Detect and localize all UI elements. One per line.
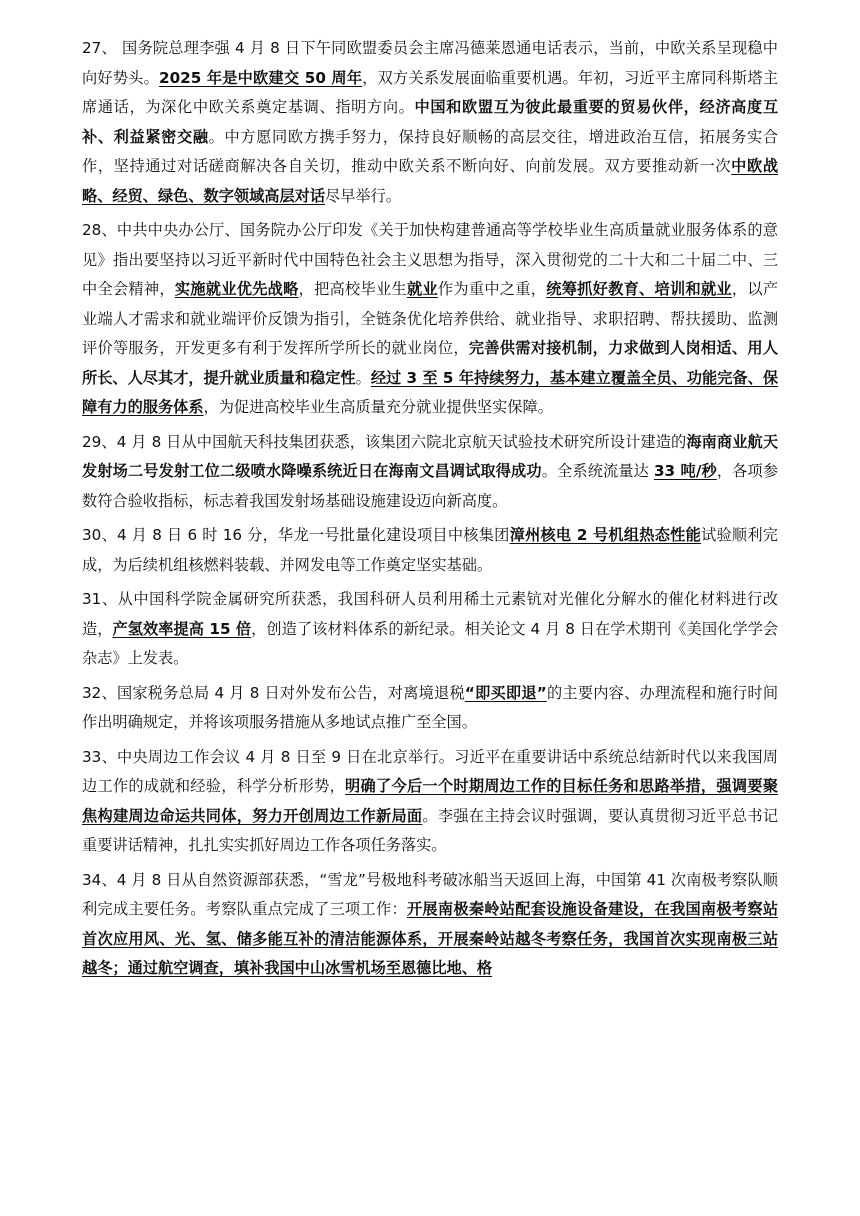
emphasized-text: “即买即退” <box>464 683 547 702</box>
emphasized-text: 中欧战略、经贸、绿色、数字领域高层对话 <box>82 157 779 205</box>
emphasized-text: 漳州核电 2 号机组热态性能 <box>509 526 702 544</box>
body-text: 31、从中国科学院金属研究所获悉，我国科研人员利用稀土元素钪对光催化分解水的催化材料进行改造， <box>82 590 778 638</box>
emphasized-text: 中国和欧盟互为彼此最重要的贸易伙伴，经济高度互补、利益紧密交融 <box>82 98 779 146</box>
emphasized-text: 海南商业航天发射场二号发射工位二级喷水降噪系统近日在海南文昌调试取得成功 <box>82 432 779 480</box>
body-text: 尽早举行。 <box>325 186 401 205</box>
news-item-paragraph <box>82 585 778 674</box>
body-text: 32、国家税务总局 4 月 8 日对外发布公告，对离境退税 <box>82 683 465 702</box>
body-text: 。 <box>355 368 371 387</box>
body-text: 30、4 月 8 日 6 时 16 分，华龙一号批量化建设项目中核集团 <box>82 526 510 544</box>
body-text: 。全系统流量达 <box>541 462 654 480</box>
news-item-paragraph <box>82 521 778 580</box>
body-text: ，双方关系发展面临重要机遇。年初，习近平主席同科斯塔主席通话，为深化中欧关系奠定基调、指明方向。 <box>82 68 779 116</box>
news-item-paragraph <box>82 743 778 861</box>
body-text: ，把高校毕业生 <box>298 280 407 298</box>
emphasized-text: 开展南极秦岭站配套设施设备建设，在我国南极考察站首次应用风、光、氢、储多能互补的清洁能源体系，开展秦岭站越冬考察任务，我国首次实现南极三站越冬；通过航空调查，填补我国中山冰雪机场至恩德比地、格 <box>82 900 779 977</box>
body-text: ，各项参数符合验收指标，标志着我国发射场基础设施建设迈向新高度。 <box>82 462 779 510</box>
emphasized-text: 实施就业优先战略 <box>174 280 299 298</box>
body-text: 34、4 月 8 日从自然资源部获悉，“雪龙”号极地科考破冰船当天返回上海，中国第 41 次南极考察队顺利完成主要任务。考察队重点完成了三项工作： <box>82 870 778 918</box>
body-text: 27、 国务院总理李强 4 月 8 日下午同欧盟委员会主席冯德莱恩通电话表示，当前，中欧关系呈现稳中向好势头。 <box>82 39 778 87</box>
body-text: 33、中央周边工作会议 4 月 8 日至 9 日在北京举行。习近平在重要讲话中系统总结新时代以来我国周边工作的成就和经验，科学分析形势， <box>82 747 778 795</box>
emphasized-text: 产氢效率提高 15 倍 <box>112 619 252 638</box>
body-text: ，创造了该材料体系的新纪录。相关论文 4 月 8 日在学术期刊《美国化学学会杂志》上发表。 <box>82 619 779 667</box>
emphasized-text: 33 吨/秒 <box>653 462 717 480</box>
body-text: ，为促进高校毕业生高质量充分就业提供坚实保障。 <box>203 398 553 416</box>
body-text: 。李强在主持会议时强调，要认真贯彻习近平总书记重要讲话精神，扎扎实实抓好周边工作各项任务落实。 <box>82 806 779 854</box>
body-text: 29、4 月 8 日从中国航天科技集团获悉，该集团六院北京航天试验技术研究所设计建造的 <box>82 432 687 451</box>
news-item-paragraph <box>82 216 778 423</box>
body-text: 28、中共中央办公厅、国务院办公厅印发《关于加快构建普通高等学校毕业生高质量就业服务体系的意见》指出要坚持以习近平新时代中国特色社会主义思想为指导，深入贯彻党的二十大和二十届二中、三中全会精神， <box>82 221 778 298</box>
news-item-paragraph <box>82 34 778 211</box>
news-item-paragraph <box>82 866 778 984</box>
body-text: 试验顺利完成，为后续机组核燃料装载、并网发电等工作奠定坚实基础。 <box>82 526 778 574</box>
emphasized-text: 2025 年是中欧建交 50 周年 <box>159 68 363 87</box>
emphasized-text: 明确了今后一个时期周边工作的目标任务和思路举措，强调要聚焦构建周边命运共同体，努力开创周边工作新局面 <box>82 777 779 825</box>
news-item-paragraph <box>82 428 778 517</box>
emphasized-text: 就业 <box>406 280 438 298</box>
news-item-paragraph <box>82 679 778 738</box>
emphasized-text: 统筹抓好教育、培训和就业 <box>546 280 732 298</box>
body-text: 。中方愿同欧方携手努力，保持良好顺畅的高层交往，增进政治互信，拓展务实合作，坚持通过对话磋商解决各自关切，推动中欧关系不断向好、向前发展。双方要推动新一次 <box>82 127 779 175</box>
emphasized-text: 经过 3 至 5 年持续努力，基本建立覆盖全员、功能完备、保障有力的服务体系 <box>82 368 779 416</box>
emphasized-text: 完善供需对接机制，力求做到人岗相适、用人所长、人尽其才，提升就业质量和稳定性 <box>82 339 779 387</box>
body-text: 作为重中之重， <box>437 280 547 298</box>
body-text: ，以产业端人才需求和就业端评价反馈为指引，全链条优化培养供给、就业指导、求职招聘、帮扶援助、监测评价等服务，开发更多有利于发挥所学所长的就业岗位， <box>82 280 779 357</box>
body-text: 的主要内容、办理流程和施行时间作出明确规定，并将该项服务措施从多地试点推广至全国。 <box>82 683 779 731</box>
